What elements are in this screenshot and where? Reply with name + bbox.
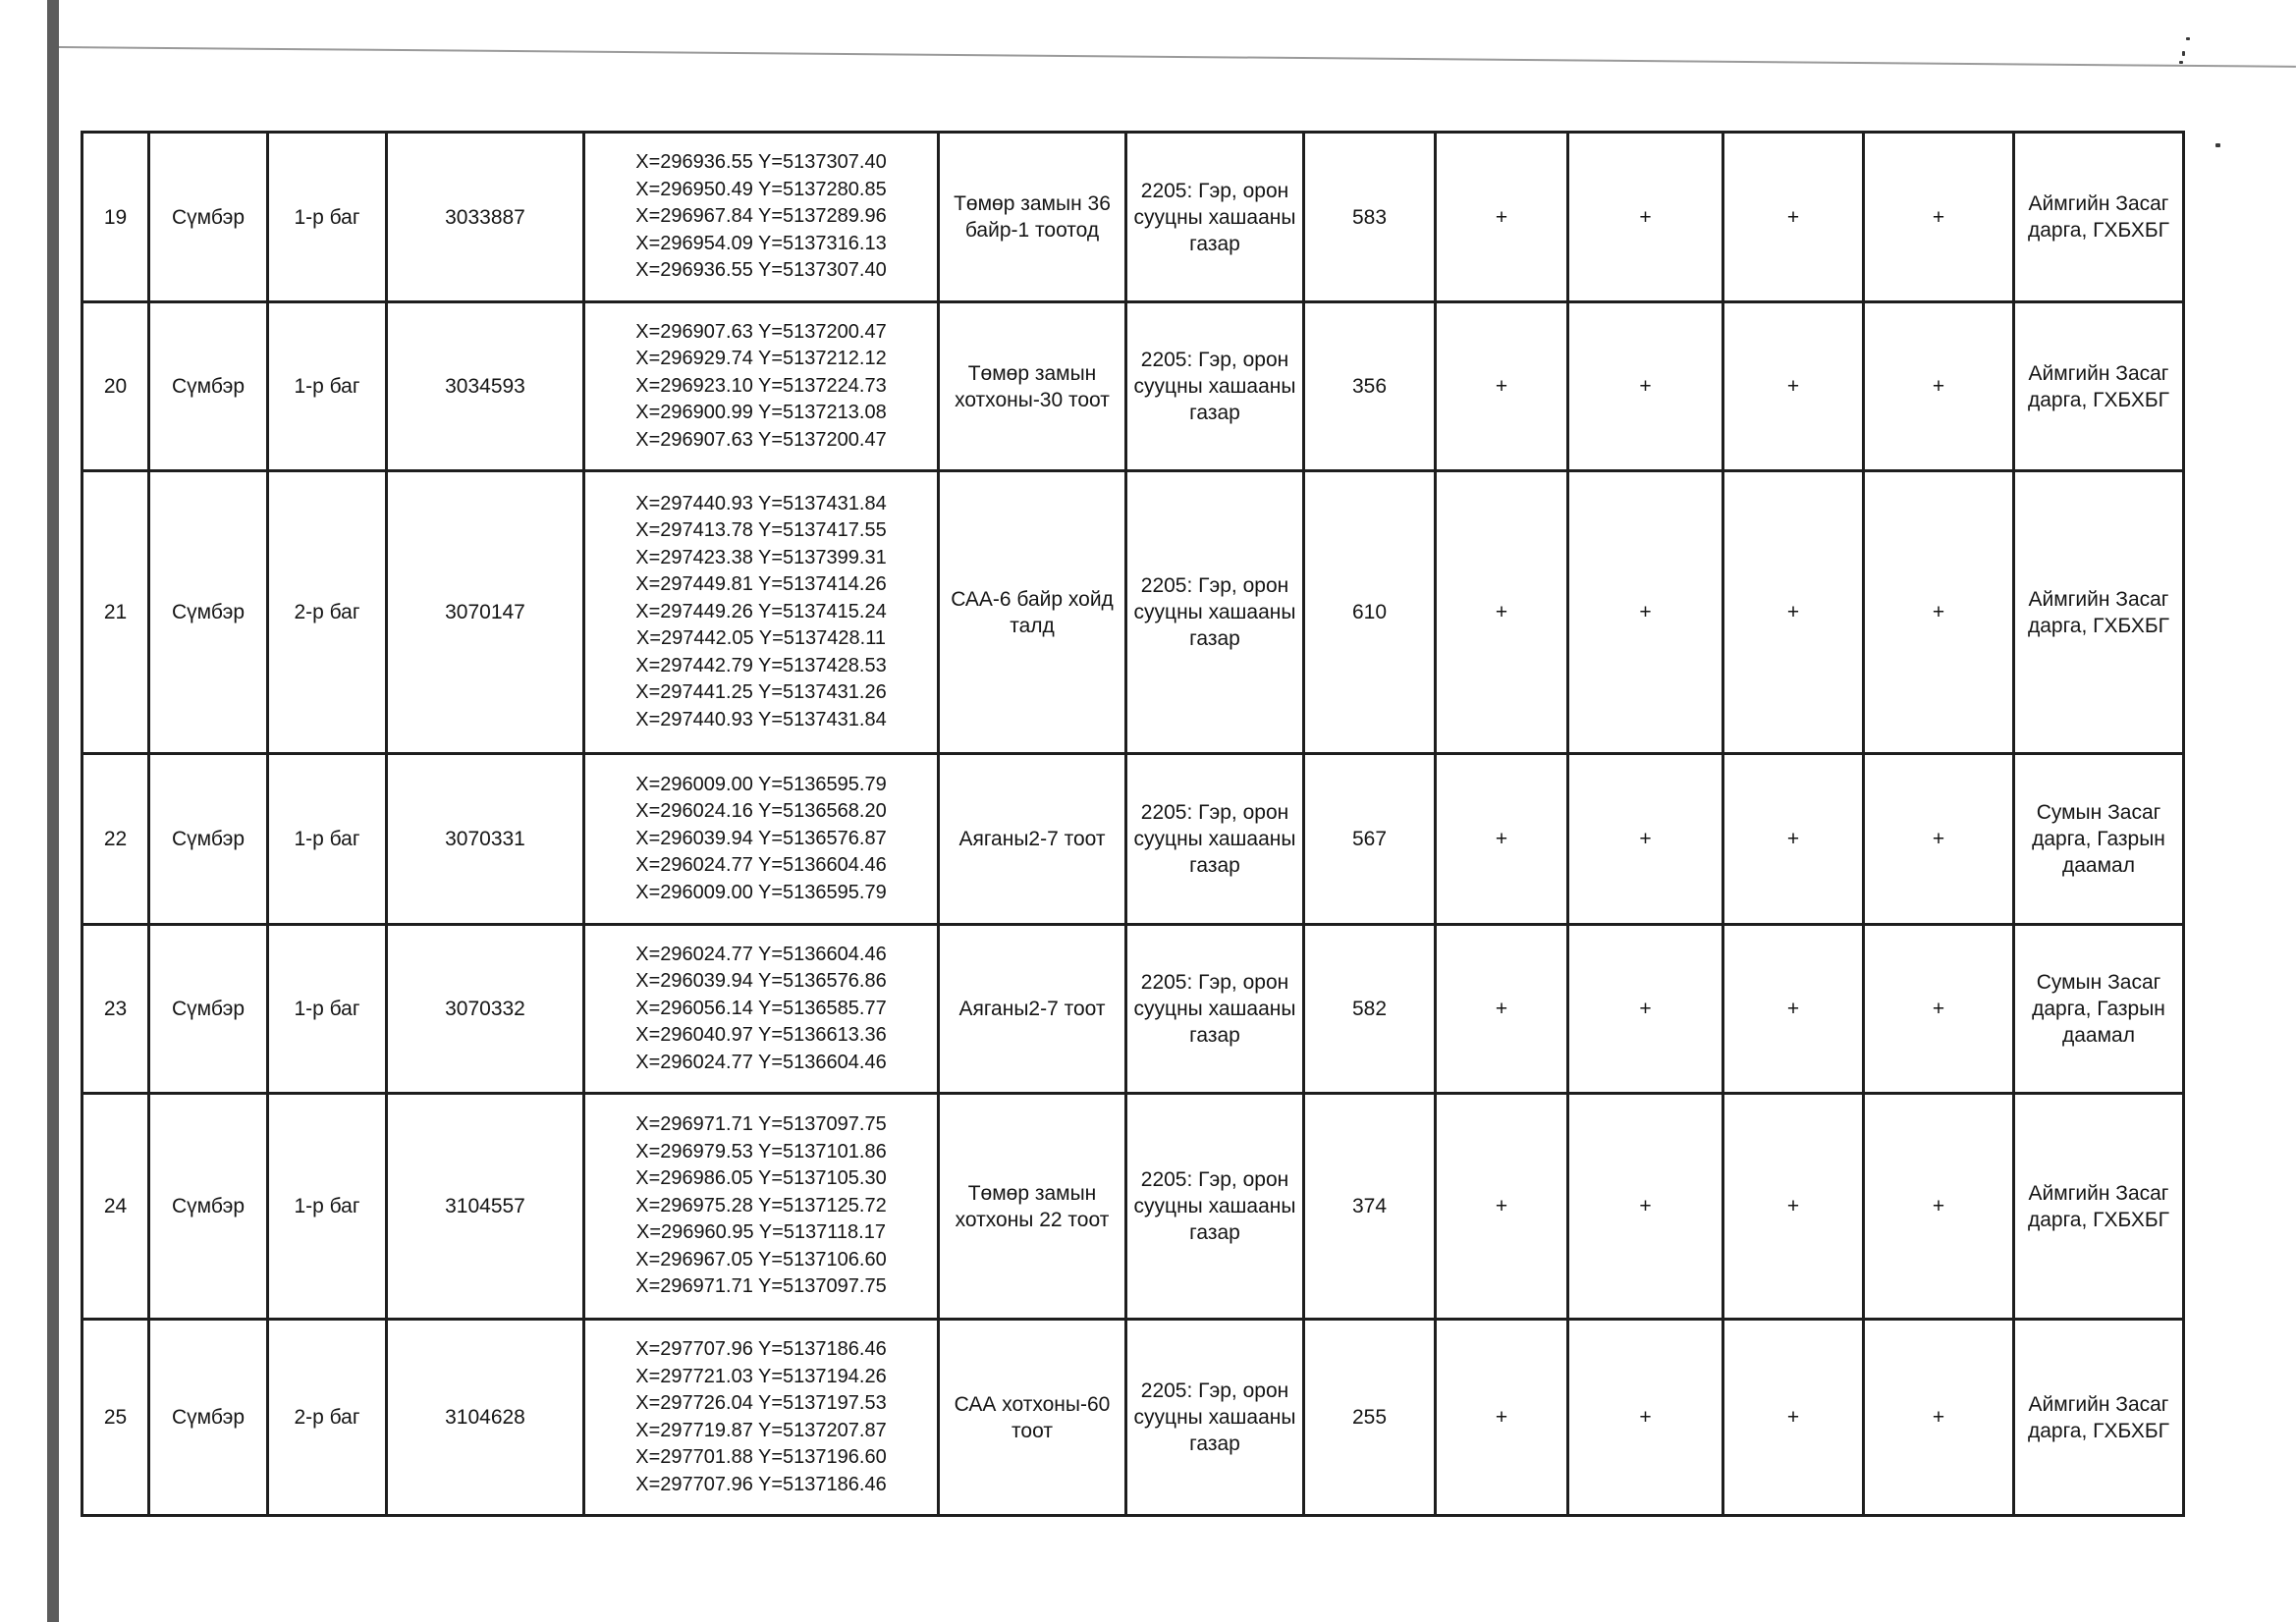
unit-id: 3070331	[387, 754, 584, 925]
coordinate-line: X=297442.79 Y=5137428.53	[635, 654, 887, 676]
coordinate-line: X=296954.09 Y=5137316.13	[635, 232, 887, 254]
check-mark-cell: +	[1723, 133, 1864, 302]
address-cell: САА хотхоны-60 тоот	[939, 1320, 1126, 1516]
coordinate-line: X=296039.94 Y=5136576.86	[635, 970, 887, 993]
coordinate-line: X=296936.55 Y=5137307.40	[635, 151, 887, 174]
coordinate-line: X=296967.05 Y=5137106.60	[635, 1248, 887, 1271]
scan-speck	[2215, 143, 2220, 147]
coordinate-line: X=297441.25 Y=5137431.26	[635, 681, 887, 704]
unit-id: 3104557	[387, 1094, 584, 1320]
bag-name: 1-р баг	[268, 925, 387, 1094]
coordinate-line: X=296975.28 Y=5137125.72	[635, 1194, 887, 1216]
coordinate-line: X=296960.95 Y=5137118.17	[636, 1221, 886, 1244]
coordinates-cell	[584, 302, 939, 471]
authority-cell: Аймгийн Засаг дарга, ГХБХБГ	[2014, 1094, 2184, 1320]
check-mark-cell: +	[1568, 302, 1723, 471]
bag-name: 1-р баг	[268, 754, 387, 925]
check-mark-cell: +	[1864, 925, 2014, 1094]
unit-id: 3033887	[387, 133, 584, 302]
coordinate-line: X=296923.10 Y=5137224.73	[635, 374, 887, 397]
check-mark-cell: +	[1568, 133, 1723, 302]
row-number: 23	[82, 925, 149, 1094]
soum-name: Сүмбэр	[149, 1320, 268, 1516]
scan-binding-edge	[47, 0, 59, 1622]
unit-id: 3104628	[387, 1320, 584, 1516]
check-mark-cell: +	[1864, 471, 2014, 754]
coordinate-line: X=296009.00 Y=5136595.79	[635, 773, 887, 795]
table-body	[82, 133, 2184, 1516]
check-mark-cell: +	[1723, 1094, 1864, 1320]
check-mark-cell: +	[1864, 754, 2014, 925]
coordinate-line: X=296986.05 Y=5137105.30	[635, 1167, 887, 1190]
table-row	[82, 133, 2184, 302]
address-cell: Төмөр замын хотхоны 22 тоот	[939, 1094, 1126, 1320]
header-rule	[59, 46, 2296, 68]
coordinate-line: X=296936.55 Y=5137307.40	[635, 259, 887, 282]
authority-cell: Аймгийн Засаг дарга, ГХБХБГ	[2014, 1320, 2184, 1516]
check-mark-cell: +	[1864, 1320, 2014, 1516]
land-parcel-table	[81, 131, 2185, 1517]
coordinate-line: X=297707.96 Y=5137186.46	[635, 1338, 887, 1360]
check-mark-cell: +	[1723, 1320, 1864, 1516]
check-mark-cell: +	[1723, 754, 1864, 925]
table-row	[82, 471, 2184, 754]
row-number: 22	[82, 754, 149, 925]
check-mark-cell: +	[1568, 754, 1723, 925]
check-mark-cell: +	[1568, 1094, 1723, 1320]
coordinates-cell	[584, 1094, 939, 1320]
coordinate-line: X=297721.03 Y=5137194.26	[635, 1365, 887, 1387]
coordinate-line: X=297423.38 Y=5137399.31	[635, 546, 887, 568]
coordinate-line: X=296900.99 Y=5137213.08	[635, 402, 887, 424]
address-cell: Аяганы2-7 тоот	[939, 925, 1126, 1094]
bag-name: 1-р баг	[268, 1094, 387, 1320]
coordinate-line: X=296024.77 Y=5136604.46	[635, 1051, 887, 1073]
row-number: 19	[82, 133, 149, 302]
land-purpose-cell: 2205: Гэр, орон сууцны хашааны газар	[1126, 133, 1304, 302]
check-mark-cell: +	[1436, 925, 1568, 1094]
check-mark-cell: +	[1568, 925, 1723, 1094]
land-purpose-cell: 2205: Гэр, орон сууцны хашааны газар	[1126, 471, 1304, 754]
land-purpose-cell: 2205: Гэр, орон сууцны хашааны газар	[1126, 1320, 1304, 1516]
land-purpose-cell: 2205: Гэр, орон сууцны хашааны газар	[1126, 754, 1304, 925]
soum-name: Сүмбэр	[149, 302, 268, 471]
row-number: 24	[82, 1094, 149, 1320]
check-mark-cell: +	[1723, 471, 1864, 754]
area-cell: 567	[1304, 754, 1436, 925]
scan-speck	[2179, 61, 2183, 64]
coordinate-line: X=297440.93 Y=5137431.84	[635, 708, 887, 730]
coordinate-line: X=297701.88 Y=5137196.60	[635, 1446, 887, 1468]
coordinate-line: X=296907.63 Y=5137200.47	[635, 428, 887, 451]
check-mark-cell: +	[1436, 302, 1568, 471]
soum-name: Сүмбэр	[149, 471, 268, 754]
check-mark-cell: +	[1436, 754, 1568, 925]
coordinate-line: X=297726.04 Y=5137197.53	[635, 1392, 887, 1414]
check-mark-cell: +	[1864, 302, 2014, 471]
coordinate-line: X=296056.14 Y=5136585.77	[635, 997, 887, 1019]
row-number: 21	[82, 471, 149, 754]
area-cell: 582	[1304, 925, 1436, 1094]
address-cell: Төмөр замын 36 байр-1 тоотод	[939, 133, 1126, 302]
table-row	[82, 1320, 2184, 1516]
check-mark-cell: +	[1436, 471, 1568, 754]
soum-name: Сүмбэр	[149, 133, 268, 302]
soum-name: Сүмбэр	[149, 754, 268, 925]
area-cell: 374	[1304, 1094, 1436, 1320]
table-row	[82, 754, 2184, 925]
scan-speck	[2186, 37, 2190, 40]
unit-id: 3070147	[387, 471, 584, 754]
unit-id: 3070332	[387, 925, 584, 1094]
area-cell: 583	[1304, 133, 1436, 302]
soum-name: Сүмбэр	[149, 1094, 268, 1320]
area-cell: 610	[1304, 471, 1436, 754]
coordinate-line: X=297442.05 Y=5137428.11	[636, 627, 886, 650]
coordinate-line: X=296009.00 Y=5136595.79	[635, 881, 887, 903]
check-mark-cell: +	[1723, 925, 1864, 1094]
table-row	[82, 1094, 2184, 1320]
coordinates-cell	[584, 1320, 939, 1516]
coordinate-line: X=296971.71 Y=5137097.75	[635, 1275, 887, 1298]
check-mark-cell: +	[1723, 302, 1864, 471]
land-purpose-cell: 2205: Гэр, орон сууцны хашааны газар	[1126, 925, 1304, 1094]
row-number: 20	[82, 302, 149, 471]
address-cell: Аяганы2-7 тоот	[939, 754, 1126, 925]
coordinate-line: X=296979.53 Y=5137101.86	[635, 1140, 887, 1162]
authority-cell: Аймгийн Засаг дарга, ГХБХБГ	[2014, 471, 2184, 754]
address-cell: Төмөр замын хотхоны-30 тоот	[939, 302, 1126, 471]
coordinate-line: X=296907.63 Y=5137200.47	[635, 320, 887, 343]
coordinate-line: X=297440.93 Y=5137431.84	[635, 492, 887, 514]
check-mark-cell: +	[1436, 1094, 1568, 1320]
coordinate-line: X=297449.81 Y=5137414.26	[635, 573, 887, 596]
check-mark-cell: +	[1436, 133, 1568, 302]
coordinate-line: X=297449.26 Y=5137415.24	[635, 600, 887, 622]
bag-name: 1-р баг	[268, 133, 387, 302]
coordinates-cell	[584, 133, 939, 302]
coordinate-line: X=296929.74 Y=5137212.12	[635, 348, 887, 370]
coordinate-line: X=296971.71 Y=5137097.75	[635, 1113, 887, 1136]
area-cell: 356	[1304, 302, 1436, 471]
coordinate-line: X=297719.87 Y=5137207.87	[635, 1419, 887, 1441]
coordinate-line: X=296967.84 Y=5137289.96	[635, 205, 887, 228]
unit-id: 3034593	[387, 302, 584, 471]
scan-speck	[2182, 51, 2185, 56]
coordinates-cell	[584, 754, 939, 925]
land-purpose-cell: 2205: Гэр, орон сууцны хашааны газар	[1126, 302, 1304, 471]
bag-name: 1-р баг	[268, 302, 387, 471]
coordinate-line: X=296039.94 Y=5136576.87	[635, 827, 887, 849]
bag-name: 2-р баг	[268, 1320, 387, 1516]
land-purpose-cell: 2205: Гэр, орон сууцны хашааны газар	[1126, 1094, 1304, 1320]
check-mark-cell: +	[1568, 471, 1723, 754]
soum-name: Сүмбэр	[149, 925, 268, 1094]
coordinates-cell	[584, 471, 939, 754]
address-cell: САА-6 байр хойд талд	[939, 471, 1126, 754]
bag-name: 2-р баг	[268, 471, 387, 754]
coordinate-line: X=296024.77 Y=5136604.46	[635, 943, 887, 965]
coordinate-line: X=297707.96 Y=5137186.46	[635, 1473, 887, 1495]
coordinate-line: X=296024.77 Y=5136604.46	[635, 854, 887, 877]
coordinate-line: X=296950.49 Y=5137280.85	[635, 178, 887, 200]
area-cell: 255	[1304, 1320, 1436, 1516]
authority-cell: Аймгийн Засаг дарга, ГХБХБГ	[2014, 302, 2184, 471]
check-mark-cell: +	[1864, 1094, 2014, 1320]
table-row	[82, 925, 2184, 1094]
authority-cell: Сумын Засаг дарга, Газрын даамал	[2014, 925, 2184, 1094]
check-mark-cell: +	[1436, 1320, 1568, 1516]
row-number: 25	[82, 1320, 149, 1516]
coordinate-line: X=296040.97 Y=5136613.36	[635, 1024, 887, 1047]
coordinate-line: X=296024.16 Y=5136568.20	[635, 800, 887, 823]
authority-cell: Аймгийн Засаг дарга, ГХБХБГ	[2014, 133, 2184, 302]
authority-cell: Сумын Засаг дарга, Газрын даамал	[2014, 754, 2184, 925]
coordinates-cell	[584, 925, 939, 1094]
check-mark-cell: +	[1864, 133, 2014, 302]
check-mark-cell: +	[1568, 1320, 1723, 1516]
table-row	[82, 302, 2184, 471]
coordinate-line: X=297413.78 Y=5137417.55	[635, 519, 887, 542]
